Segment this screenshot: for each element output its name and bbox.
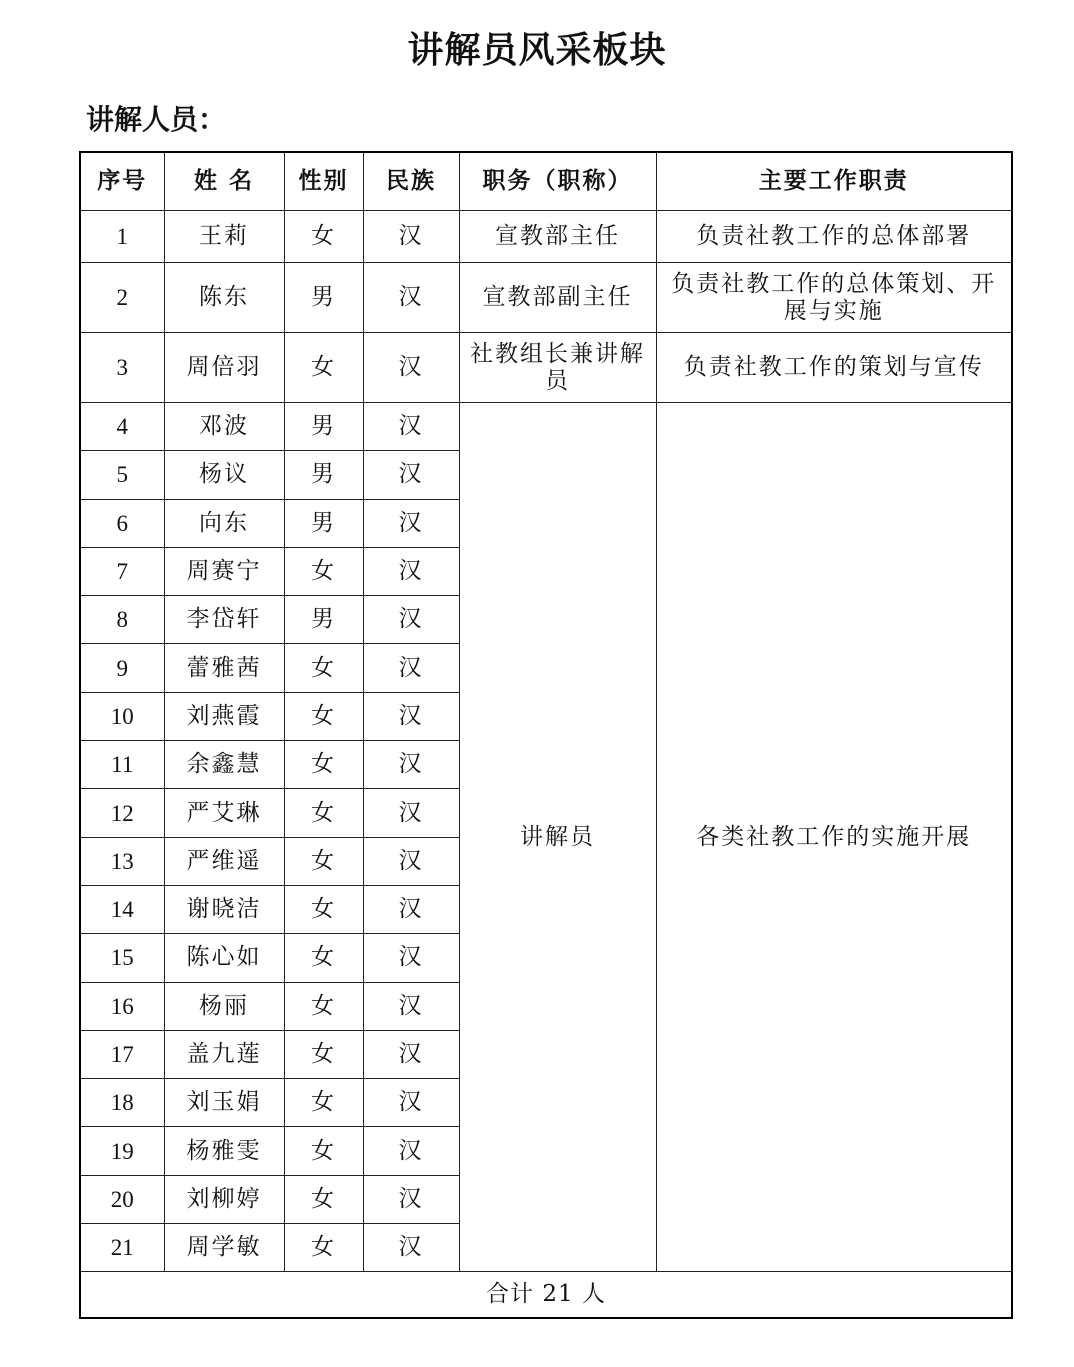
cell-gender: 女	[284, 692, 363, 740]
cell-name: 蕾雅茜	[164, 644, 284, 692]
cell-ethnicity: 汉	[363, 1127, 459, 1175]
cell-position: 宣教部主任	[459, 211, 656, 263]
cell-ethnicity: 汉	[363, 982, 459, 1030]
cell-ethnicity: 汉	[363, 333, 459, 403]
cell-ethnicity: 汉	[363, 263, 459, 333]
cell-name: 盖九莲	[164, 1030, 284, 1078]
cell-no: 18	[80, 1079, 164, 1127]
cell-gender: 男	[284, 403, 363, 451]
cell-name: 陈东	[164, 263, 284, 333]
table-row	[80, 211, 1012, 263]
cell-name: 刘燕霞	[164, 692, 284, 740]
cell-ethnicity: 汉	[363, 1224, 459, 1272]
cell-name: 李岱轩	[164, 596, 284, 644]
header-no: 序号	[80, 152, 164, 211]
cell-ethnicity: 汉	[363, 789, 459, 837]
cell-no: 12	[80, 789, 164, 837]
cell-no: 1	[80, 211, 164, 263]
cell-name: 刘柳婷	[164, 1175, 284, 1223]
header-duty: 主要工作职责	[656, 152, 1012, 211]
merged-position-cell: 讲解员	[459, 403, 656, 1272]
cell-position: 社教组长兼讲解员	[459, 333, 656, 403]
cell-gender: 女	[284, 837, 363, 885]
cell-name: 刘玉娟	[164, 1079, 284, 1127]
cell-gender: 女	[284, 333, 363, 403]
cell-gender: 女	[284, 982, 363, 1030]
cell-gender: 女	[284, 644, 363, 692]
cell-ethnicity: 汉	[363, 403, 459, 451]
cell-no: 20	[80, 1175, 164, 1223]
table-header-row	[80, 152, 1012, 211]
cell-gender: 女	[284, 1030, 363, 1078]
cell-no: 11	[80, 741, 164, 789]
cell-no: 9	[80, 644, 164, 692]
merged-duty-cell: 各类社教工作的实施开展	[656, 403, 1012, 1272]
cell-no: 16	[80, 982, 164, 1030]
cell-ethnicity: 汉	[363, 1030, 459, 1078]
cell-ethnicity: 汉	[363, 451, 459, 499]
cell-ethnicity: 汉	[363, 741, 459, 789]
cell-name: 杨议	[164, 451, 284, 499]
page-title: 讲解员风采板块	[407, 30, 667, 71]
cell-name: 谢晓洁	[164, 885, 284, 933]
cell-no: 4	[80, 403, 164, 451]
cell-gender: 男	[284, 499, 363, 547]
cell-name: 杨雅雯	[164, 1127, 284, 1175]
table-row	[80, 333, 1012, 403]
cell-ethnicity: 汉	[363, 1175, 459, 1223]
cell-gender: 女	[284, 741, 363, 789]
cell-ethnicity: 汉	[363, 547, 459, 595]
cell-gender: 女	[284, 885, 363, 933]
cell-ethnicity: 汉	[363, 211, 459, 263]
cell-gender: 男	[284, 451, 363, 499]
header-position: 职务（职称）	[459, 152, 656, 211]
cell-ethnicity: 汉	[363, 499, 459, 547]
staff-table	[79, 151, 1013, 1319]
cell-ethnicity: 汉	[363, 837, 459, 885]
cell-gender: 女	[284, 789, 363, 837]
cell-position: 宣教部副主任	[459, 263, 656, 333]
section-label: 讲解人员：	[86, 103, 227, 136]
cell-no: 15	[80, 934, 164, 982]
cell-duty: 负责社教工作的策划与宣传	[656, 333, 1012, 403]
cell-name: 余鑫慧	[164, 741, 284, 789]
cell-duty: 负责社教工作的总体部署	[656, 211, 1012, 263]
cell-no: 2	[80, 263, 164, 333]
cell-no: 14	[80, 885, 164, 933]
cell-ethnicity: 汉	[363, 692, 459, 740]
total-row	[80, 1272, 1012, 1319]
header-ethnicity: 民族	[363, 152, 459, 211]
cell-gender: 女	[284, 1175, 363, 1223]
cell-no: 6	[80, 499, 164, 547]
cell-name: 严维遥	[164, 837, 284, 885]
cell-no: 7	[80, 547, 164, 595]
cell-no: 13	[80, 837, 164, 885]
header-gender: 性别	[284, 152, 363, 211]
cell-gender: 女	[284, 1079, 363, 1127]
cell-name: 杨丽	[164, 982, 284, 1030]
total-cell: 合计 21 人	[80, 1272, 1012, 1319]
cell-no: 3	[80, 333, 164, 403]
cell-no: 8	[80, 596, 164, 644]
cell-name: 向东	[164, 499, 284, 547]
table-row	[80, 403, 1012, 451]
cell-ethnicity: 汉	[363, 885, 459, 933]
cell-name: 周学敏	[164, 1224, 284, 1272]
cell-ethnicity: 汉	[363, 644, 459, 692]
cell-gender: 女	[284, 934, 363, 982]
cell-no: 21	[80, 1224, 164, 1272]
cell-name: 周倍羽	[164, 333, 284, 403]
cell-name: 邓波	[164, 403, 284, 451]
cell-name: 周赛宁	[164, 547, 284, 595]
header-name: 姓 名	[164, 152, 284, 211]
cell-ethnicity: 汉	[363, 934, 459, 982]
cell-name: 严艾琳	[164, 789, 284, 837]
cell-gender: 男	[284, 596, 363, 644]
cell-name: 王莉	[164, 211, 284, 263]
cell-no: 19	[80, 1127, 164, 1175]
cell-gender: 男	[284, 263, 363, 333]
cell-no: 10	[80, 692, 164, 740]
cell-gender: 女	[284, 1127, 363, 1175]
cell-name: 陈心如	[164, 934, 284, 982]
cell-ethnicity: 汉	[363, 1079, 459, 1127]
cell-gender: 女	[284, 211, 363, 263]
cell-no: 17	[80, 1030, 164, 1078]
cell-ethnicity: 汉	[363, 596, 459, 644]
table-row	[80, 263, 1012, 333]
cell-no: 5	[80, 451, 164, 499]
cell-duty: 负责社教工作的总体策划、开展与实施	[656, 263, 1012, 333]
cell-gender: 女	[284, 547, 363, 595]
cell-gender: 女	[284, 1224, 363, 1272]
